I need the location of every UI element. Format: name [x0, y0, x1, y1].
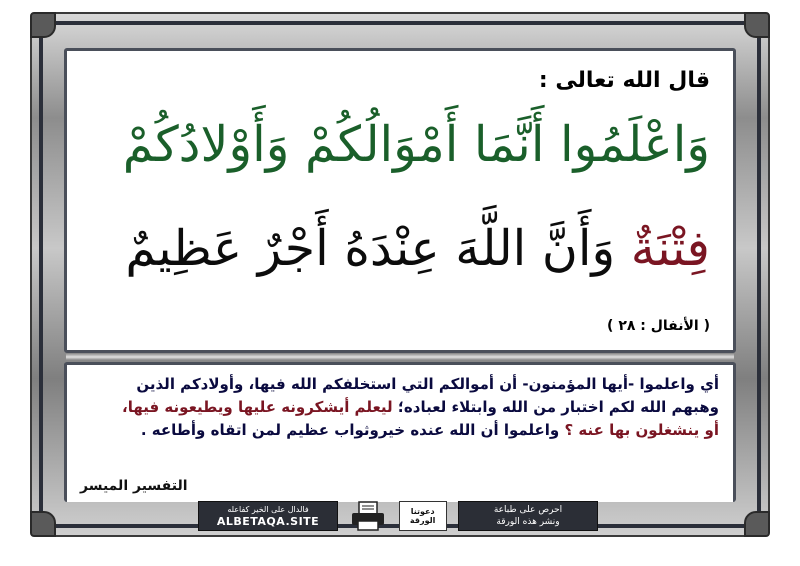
verse-line-1: وَاعْلَمُوا أَنَّمَا أَمْوَالُكُمْ وَأَوْلادُكُمْ: [122, 116, 710, 173]
verse-word-fitna: فِتْنَةٌ: [630, 220, 710, 277]
frame-corner: [30, 12, 56, 38]
verse-line-2-rest: وَأَنَّ اللَّهَ عِنْدَهُ أَجْرٌ عَظِيمٌ: [125, 220, 631, 277]
verse-intro: قال الله تعالى :: [538, 68, 710, 93]
tafsir-source: التفسير الميسر: [80, 478, 188, 494]
frame-corner: [744, 12, 770, 38]
tafsir-line-3: [84, 419, 719, 442]
tafsir-text: [84, 373, 719, 442]
print-note-line-2: ونشر هذه الورقة: [496, 517, 560, 527]
print-note: [458, 501, 598, 531]
site-tagline: فالدال على الخير كفاعله: [227, 504, 309, 514]
tafsir-line-1: أي واعلموا -أيها المؤمنون- أن أموالكم التي استخلفكم الله فيها، وأولادكم الذين: [136, 375, 719, 393]
printer-icon: [349, 501, 387, 531]
frame-corner: [744, 511, 770, 537]
tafsir-line-3b: واعلموا أن الله عنده خيروثواب عظيم لمن اتقاه وأطاعه .: [140, 421, 565, 439]
verse-reference: ( الأنفال : ٢٨ ): [607, 318, 710, 334]
logo: دعوتنا الورقة: [399, 501, 447, 531]
site-badge[interactable]: [198, 501, 338, 531]
footer-bar: [198, 499, 598, 533]
verse-line-2: [110, 222, 710, 276]
tafsir-line-2a: وهبهم الله لكم اختبار من الله وابتلاء لعباده؛: [397, 398, 719, 416]
site-url: ALBETAQA.SITE: [216, 514, 320, 528]
tafsir-line-2: [84, 396, 719, 419]
verse-panel: [64, 48, 736, 353]
tafsir-line-2b: ليعلم أيشكرونه عليها ويطيعونه فيها،: [122, 398, 398, 416]
divider: [66, 354, 734, 360]
tafsir-line-3a: أو ينشغلون بها عنه ؟: [564, 421, 719, 439]
frame-corner: [30, 511, 56, 537]
print-note-line-1: احرص على طباعة: [493, 505, 563, 515]
